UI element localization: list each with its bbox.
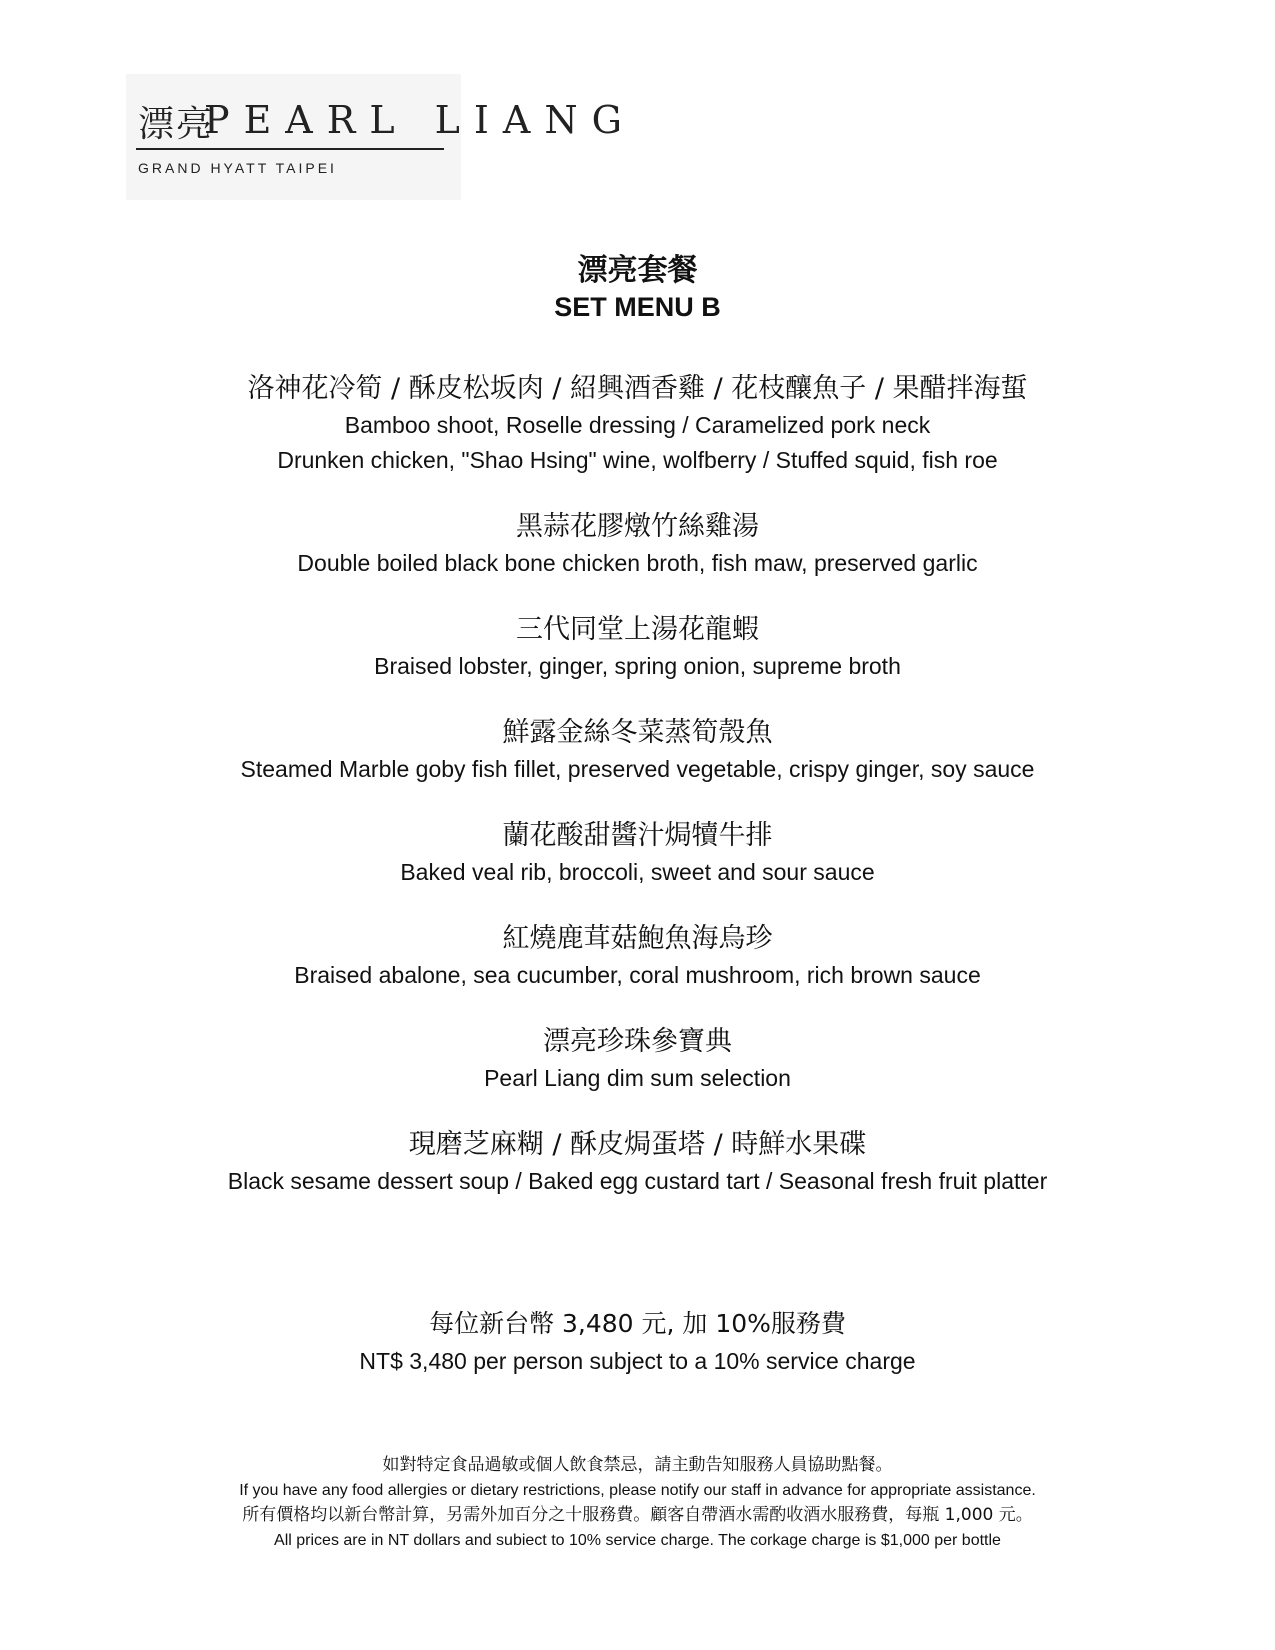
course-name-chinese: 黑蒜花膠燉竹絲雞湯: [516, 511, 759, 542]
logo-chinese-mark: 漂亮: [138, 104, 215, 145]
course-name-chinese: 洛神花冷筍 / 酥皮松坂肉 / 紹興酒香雞 / 花枝釀魚子 / 果醋拌海蜇: [247, 373, 1028, 404]
course-name-chinese: 三代同堂上湯花龍蝦: [516, 614, 759, 645]
course-description-english: Black sesame dessert soup / Baked egg custard tart / Seasonal fresh fruit platter: [227, 1168, 1048, 1194]
logo-subtitle: GRAND HYATT TAIPEI: [138, 160, 337, 176]
logo-name: PEARL LIANG: [204, 98, 636, 142]
course-description-english: Pearl Liang dim sum selection: [484, 1065, 791, 1091]
menu-title-english: SET MENU B: [554, 292, 721, 322]
course-description-english: Steamed Marble goby fish fillet, preserved vegetable, crispy ginger, soy sauce: [240, 756, 1035, 782]
course-description-english: Bamboo shoot, Roselle dressing / Caramelized pork neck: [344, 412, 931, 438]
course-name-chinese: 紅燒鹿茸菇鮑魚海烏珍: [502, 923, 773, 954]
course-item: [0, 714, 1275, 787]
course-description-english: Double boiled black bone chicken broth, fish maw, preserved garlic: [297, 550, 978, 576]
price-block: [0, 1305, 1275, 1379]
footer-notes: [0, 1453, 1275, 1553]
course-item: [0, 817, 1275, 890]
allergy-note-chinese: 如對特定食品過敏或個人飲食禁忌，請主動告知服務人員協助點餐。: [382, 1455, 893, 1475]
menu-title-chinese: 漂亮套餐: [577, 253, 698, 288]
price-chinese: 每位新台幣 3,480 元, 加 10%服務費: [429, 1309, 846, 1338]
course-item: [0, 611, 1275, 684]
course-name-chinese: 鮮露金絲冬菜蒸筍殼魚: [502, 717, 773, 748]
allergy-note-english: If you have any food allergies or dietary restrictions, please notify our staff in advance for appropriate assistance.: [239, 1482, 1036, 1499]
course-description-english: Drunken chicken, "Shao Hsing" wine, wolfberry / Stuffed squid, fish roe: [277, 447, 998, 473]
charge-note-english: All prices are in NT dollars and subiect to 10% service charge. The corkage charge is $1,000 per bottle: [274, 1532, 1001, 1549]
charge-note-chinese: 所有價格均以新台幣計算，另需外加百分之十服務費。顧客自帶酒水需酌收酒水服務費，每瓶 1,000 元。: [242, 1505, 1033, 1525]
restaurant-logo: [126, 74, 636, 200]
course-description-english: Baked veal rib, broccoli, sweet and sour sauce: [400, 859, 875, 885]
course-name-chinese: 蘭花酸甜醬汁焗犢牛排: [502, 820, 773, 851]
course-list: [0, 370, 1275, 1229]
course-description-english: Braised lobster, ginger, spring onion, supreme broth: [374, 653, 901, 679]
course-name-chinese: 漂亮珍珠參寶典: [543, 1026, 732, 1057]
price-english: NT$ 3,480 per person subject to a 10% service charge: [359, 1348, 916, 1374]
course-item: [0, 1126, 1275, 1199]
course-name-chinese: 現磨芝麻糊 / 酥皮焗蛋塔 / 時鮮水果碟: [408, 1129, 867, 1160]
logo-divider: [136, 148, 444, 150]
course-item: [0, 1023, 1275, 1096]
course-item: [0, 920, 1275, 993]
course-item: [0, 508, 1275, 581]
course-item: [0, 370, 1275, 478]
course-description-english: Braised abalone, sea cucumber, coral mushroom, rich brown sauce: [294, 962, 981, 988]
